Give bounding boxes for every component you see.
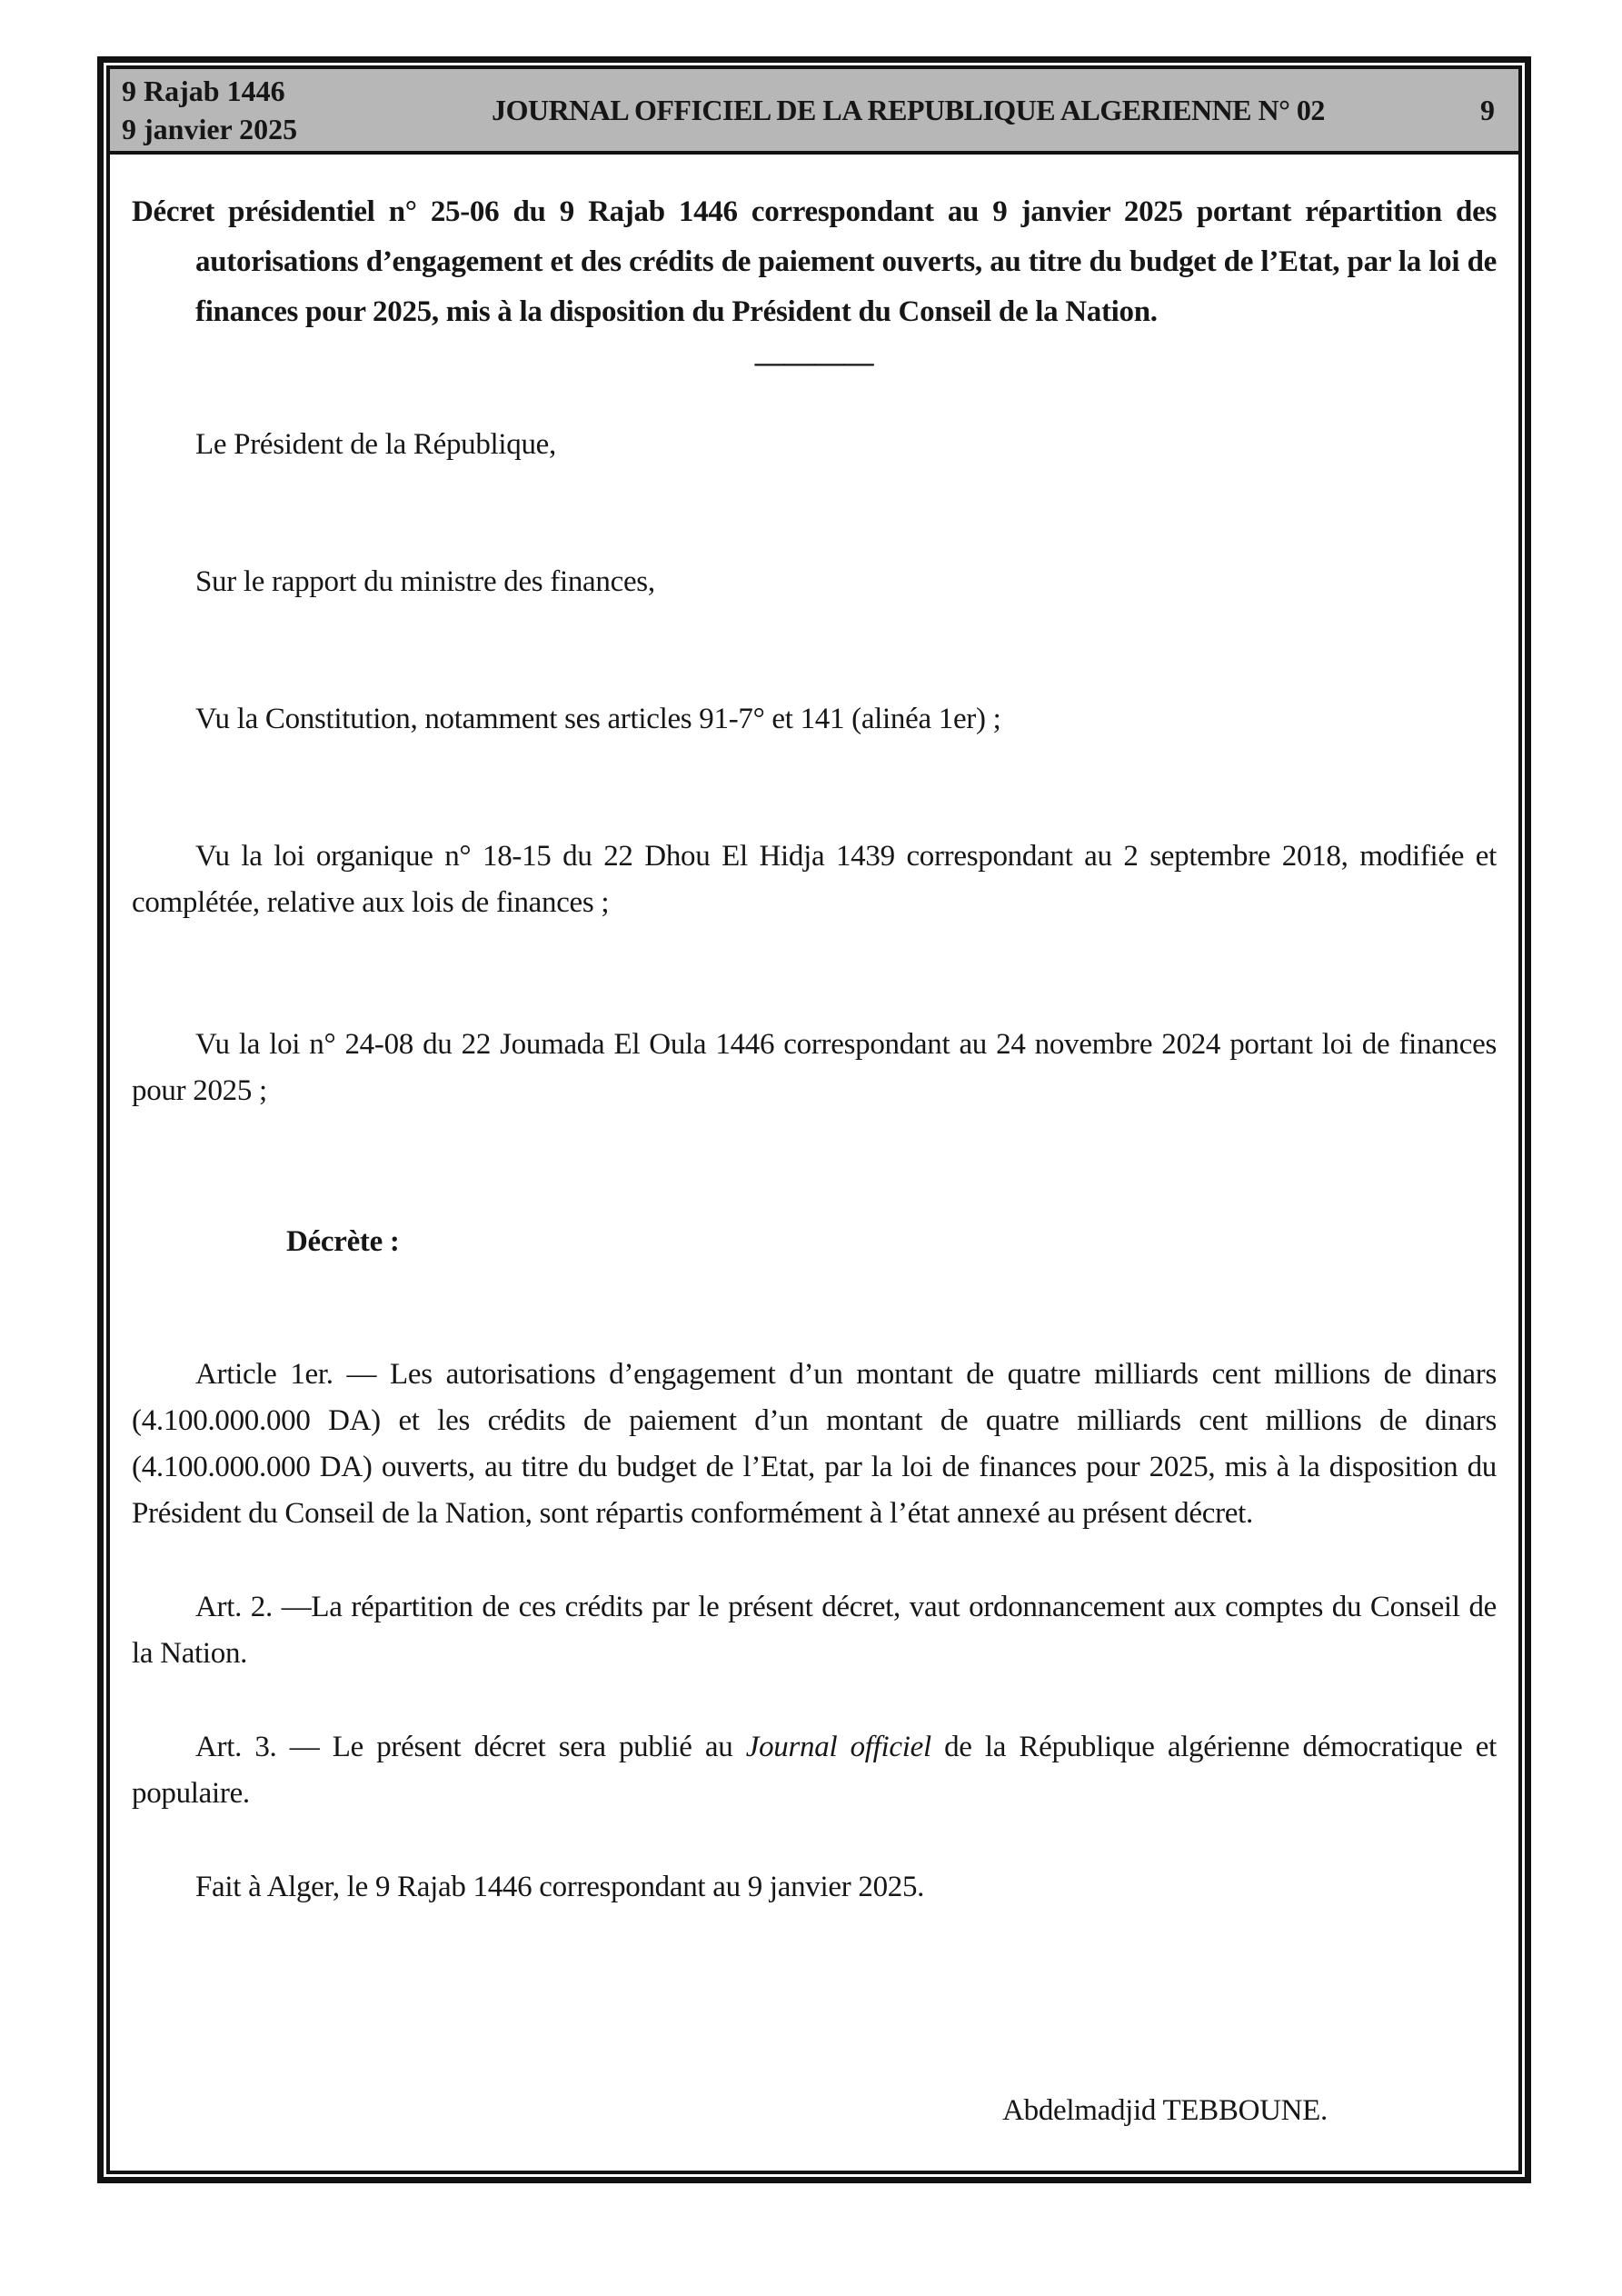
place-and-date-line: Fait à Alger, le 9 Rajab 1446 correspondant au 9 janvier 2025. (195, 1871, 925, 1903)
page-number: 9 (1480, 93, 1495, 126)
signatory-name: Abdelmadjid TEBBOUNE. (1002, 2094, 1328, 2127)
decree-title: Décret présidentiel n° 25-06 du 9 Rajab 1446 correspondant au 9 janvier 2025 portant répartition des autorisations d’engagement et des crédits de paiement ouverts, au titre du budget de l’Etat, par la loi de finances pour 2025, mis à la disposition du Président du Conseil de la Nation. (132, 195, 1497, 328)
article-3-prefix: Art. 3. — Le présent décret sera publié au (195, 1731, 746, 1763)
decree-body (110, 187, 1518, 2171)
preamble-president: Le Président de la République, (195, 428, 556, 461)
preamble-vu-constitution: Vu la Constitution, notamment ses articles 91-7° et 141 (alinéa 1er) ; (195, 703, 1001, 735)
article-2: Art. 2. —La répartition de ces crédits par le présent décret, vaut ordonnancement aux comptes du Conseil de la Nation. (132, 1591, 1497, 1670)
preamble-vu-loi-finances: Vu la loi n° 24-08 du 22 Joumada El Oula 1446 correspondant au 24 novembre 2024 portant loi de finances pour 2025 ; (132, 1028, 1497, 1107)
header-date-hijri: 9 Rajab 1446 (122, 75, 285, 107)
header-date-block (110, 72, 431, 148)
header-date-gregorian: 9 janvier 2025 (122, 113, 298, 145)
article-3 (132, 1724, 1497, 1817)
preamble-vu-loi-organique: Vu la loi organique n° 18-15 du 22 Dhou El Hidja 1439 correspondant au 2 septembre 2018, modifiée et complétée, relative aux lois de finances ; (132, 840, 1497, 919)
preamble-rapport: Sur le rapport du ministre des finances, (195, 565, 655, 598)
page-frame (97, 56, 1531, 2183)
decrete-label: Décrète : (286, 1225, 400, 1258)
page-frame-inner (106, 65, 1522, 2174)
article-3-journal-officiel-italic: Journal officiel (745, 1731, 931, 1763)
journal-title: JOURNAL OFFICIEL DE LA REPUBLIQUE ALGERIENNE N° 02 (492, 93, 1325, 126)
article-1: Article 1er. — Les autorisations d’engagement d’un montant de quatre milliards cent millions de dinars (4.100.000.000 DA) et les crédits de paiement d’un montant de quatre milliards cent millions de dinars (4.100.000.000 DA) ouverts, au titre du budget de l’Etat, par la loi de finances pour 2025, mis à la disposition du Président du Conseil de la Nation, sont répartis conformément à l’état annexé au présent décret. (132, 1358, 1497, 1530)
separator-dashes: — — — — (754, 346, 874, 379)
journal-header (110, 69, 1518, 155)
article-3-suffix: de la République algérienne démocratique et populaire. (132, 1731, 1498, 1810)
